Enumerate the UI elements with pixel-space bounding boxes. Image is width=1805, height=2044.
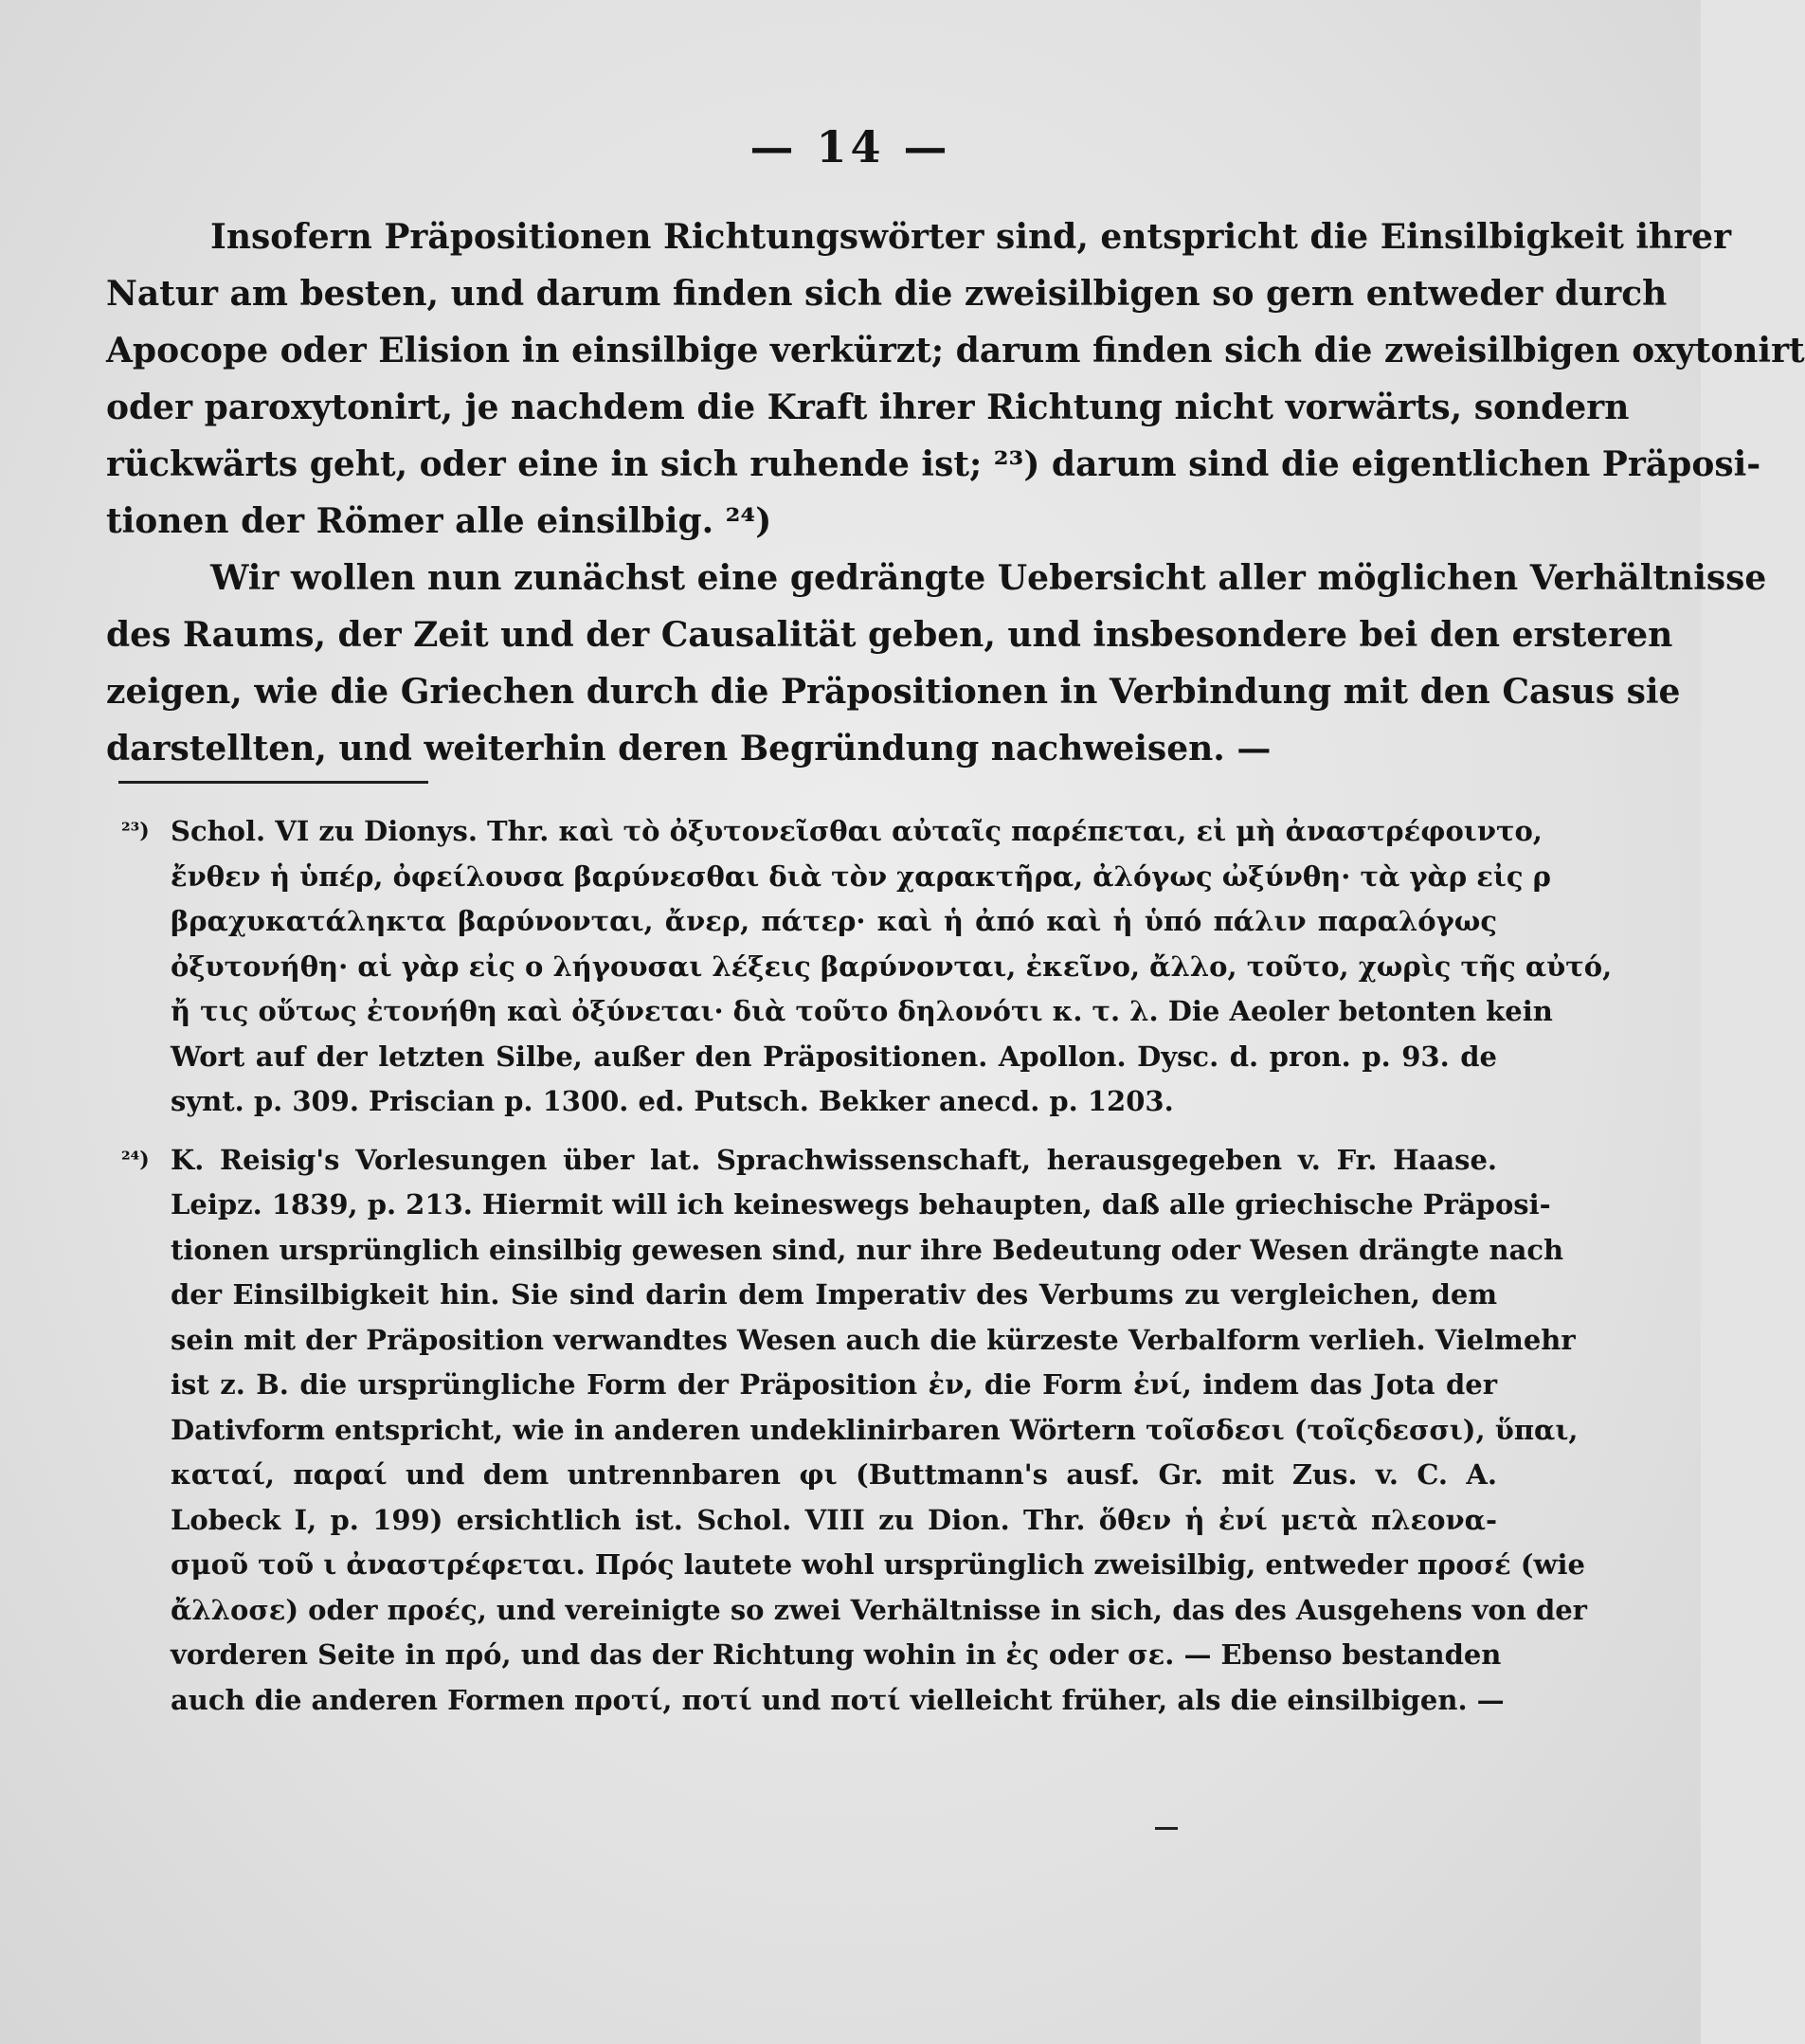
footnote-23-line: synt. p. 309. Priscian p. 1300. ed. Putsch. Bekker anecd. p. 1203. <box>171 1085 1174 1117</box>
footnote-24-line: Lobeck I, p. 199) ersichtlich ist. Schol. VIII zu Dion. Thr. ὅθεν ἡ ἐνί μετὰ πλεονα- <box>171 1503 1497 1536</box>
body-line: rückwärts geht, oder eine in sich ruhende ist; ²³) darum sind die eigentlichen Präposi- <box>106 444 1761 484</box>
footnote-separator <box>118 781 428 784</box>
body-line: tionen der Römer alle einsilbig. ²⁴) <box>106 501 772 541</box>
footnote-marker: ²⁴) <box>121 1147 150 1172</box>
footnote-24-line <box>121 1138 1497 1184</box>
footnotes <box>121 809 1613 1723</box>
body-line: Insofern Präpositionen Richtungswörter sind, entspricht die Einsilbigkeit ihrer <box>210 217 1732 257</box>
footnote-23-line: ἤ τις οὕτως ἐτονήθη καὶ ὀξύνεται· διὰ τοῦτο δηλονότι κ. τ. λ. Die Aeoler betonten kein <box>171 995 1553 1027</box>
page-number: — 14 — <box>749 121 951 172</box>
body-line: oder paroxytonirt, je nachdem die Kraft ihrer Richtung nicht vorwärts, sondern <box>106 388 1630 427</box>
footnote-24-line: tionen ursprünglich einsilbig gewesen sind, nur ihre Bedeutung oder Wesen drängte nach <box>171 1233 1564 1266</box>
footnote-24-line: sein mit der Präposition verwandtes Wesen auch die kürzeste Verbalform verlieh. Vielmehr <box>171 1323 1576 1356</box>
body-line: zeigen, wie die Griechen durch die Präpositionen in Verbindung mit den Casus sie <box>106 672 1681 712</box>
footnote-23-line: ὀξυτονήθη· αἱ γὰρ εἰς ο λήγουσαι λέξεις βαρύνονται, ἐκεῖνο, ἄλλο, τοῦτο, χωρὶς τῆς αὐτό, <box>171 950 1613 983</box>
footnote-24-line: Leipz. 1839, p. 213. Hiermit will ich keineswegs behaupten, daß alle griechische Präposi- <box>171 1188 1551 1221</box>
body-line: Natur am besten, und darum finden sich die zweisilbigen so gern entweder durch <box>106 274 1668 314</box>
footnote-23-line <box>121 809 1543 855</box>
body-line: des Raums, der Zeit und der Causalität geben, und insbesondere bei den ersteren <box>106 615 1673 655</box>
footnote-24-line: vorderen Seite in πρό, und das der Richtung wohin in ἐς oder σε. — Ebenso bestanden <box>171 1638 1502 1671</box>
body-line: darstellten, und weiterhin deren Begründung nachweisen. — <box>106 729 1272 769</box>
footnote-24-line: ist z. B. die ursprüngliche Form der Präposition ἐν, die Form ἐνί, indem das Jota der <box>171 1368 1497 1401</box>
footnote-24-line: der Einsilbigkeit hin. Sie sind darin dem Imperativ des Verbums zu vergleichen, dem <box>171 1278 1497 1311</box>
footnote-24-line: Dativform entspricht, wie in anderen undeklinirbaren Wörtern τοῖσδεσι (τοῖςδεσσι), ὕπαι, <box>171 1413 1579 1446</box>
footnote-marker: ²³) <box>121 819 150 843</box>
body-line: Wir wollen nun zunächst eine gedrängte Uebersicht aller möglichen Verhältnisse <box>210 558 1767 598</box>
footnote-gap <box>171 1125 1497 1138</box>
main-text <box>106 208 1805 777</box>
footnote-text: K. Reisig's Vorlesungen über lat. Sprachwissenschaft, herausgegeben v. Fr. Haase. <box>171 1143 1497 1176</box>
footnote-text: Schol. VI zu Dionys. Thr. καὶ τὸ ὀξυτονεῖσθαι αὐταῖς παρέπεται, εἰ μὴ ἀναστρέφοιντο, <box>171 815 1543 847</box>
body-line: Apocope oder Elision in einsilbige verkürzt; darum finden sich die zweisilbigen oxytonirt <box>106 331 1805 371</box>
end-mark <box>1155 1827 1178 1830</box>
footnote-23-line: Wort auf der letzten Silbe, außer den Präpositionen. Apollon. Dysc. d. pron. p. 93. de <box>171 1040 1497 1073</box>
footnote-23-line: ἔνθεν ἡ ὑπέρ, ὀφείλουσα βαρύνεσθαι διὰ τὸν χαρακτῆρα, ἀλόγως ὠξύνθη· τὰ γὰρ εἰς ρ <box>171 859 1551 893</box>
footnote-24-line: auch die anderen Formen προτί, ποτί und ποτί vielleicht früher, als die einsilbigen. — <box>171 1683 1505 1716</box>
footnote-24-line: καταί, παραί und dem untrennbaren φι (Buttmann's ausf. Gr. mit Zus. v. C. A. <box>171 1458 1497 1491</box>
footnote-23-line: βραχυκατάληκτα βαρύνονται, ἄνερ, πάτερ· καὶ ἡ ἀπό καὶ ἡ ὑπό πάλιν παραλόγως <box>171 905 1497 937</box>
footnote-24-line: ἄλλοσε) oder προές, und vereinigte so zwei Verhältnisse in sich, das des Ausgehens von der <box>171 1593 1587 1626</box>
footnote-24-line: σμοῦ τοῦ ι ἀναστρέφεται. Πρός lautete wohl ursprünglich zweisilbig, entweder προσέ (wie <box>171 1548 1585 1581</box>
